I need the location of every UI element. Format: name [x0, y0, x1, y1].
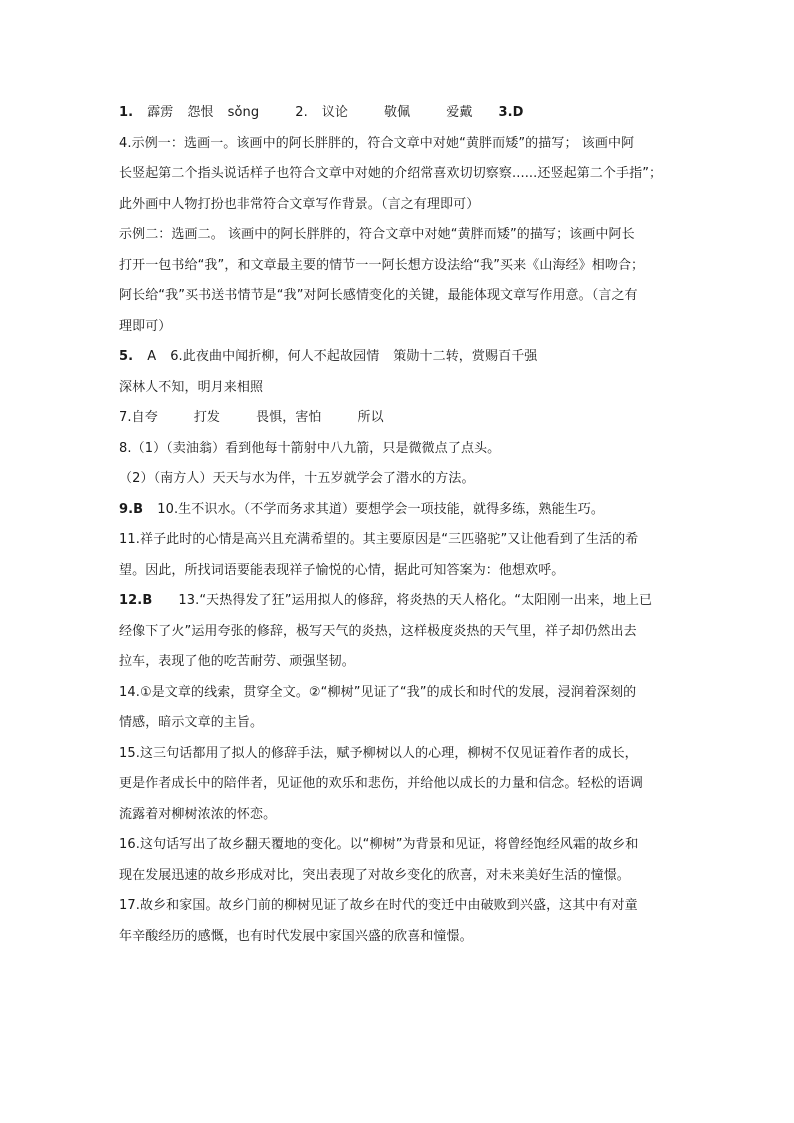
answer-line: 14.①是文章的线索，贯穿全文。②“柳树”见证了“我”的成长和时代的发展，浸润着深刻的 — [119, 684, 637, 700]
answer-text: A — [147, 349, 157, 364]
answer-line: 望。因此，所找词语要能表现祥子愉悦的心情，据此可知答案为：他想欢呼。 — [119, 562, 565, 578]
answer-line: 长竖起第二个指头说话样子也符合文章中对她的介绍常喜欢切切察察......还竖起第二个手指”； — [119, 166, 663, 181]
answer-text: 所以 — [357, 410, 384, 425]
answer-text: 怨恨 — [187, 105, 214, 120]
answer-text: 10.生不识水。（不学而务求其道）要想学会一项技能，就得多练，熟能生巧。 — [157, 501, 604, 517]
answer-text: 3.D — [498, 105, 524, 120]
answer-number: 9.B — [119, 501, 144, 517]
answer-text: 6.此夜曲中闻折柳，何人不起故园情 — [170, 349, 380, 364]
answer-line: 现在发展迅速的故乡形成对比，突出表现了对故乡变化的欣喜，对未来美好生活的憧憬。 — [119, 867, 630, 883]
answer-line: 流露着对柳树浓浓的怀恋。 — [119, 806, 277, 822]
answer-number: 12.B — [119, 593, 153, 608]
answer-line: 此外画中人物打扮也非常符合文章写作背景。（言之有理即可） — [119, 196, 480, 212]
answer-line: 4.示例一：选画一。该画中的阿长胖胖的，符合文章中对她“黄胖而矮”的描写； 该画中阿 — [119, 135, 635, 151]
answer-text: 7.自夸 — [119, 410, 158, 425]
answer-text: 13.“天热得发了狂”运用拟人的修辞，将炎热的天人格化。“太阳刚一出来，地上已 — [178, 593, 653, 608]
answer-text: 议论 — [321, 105, 349, 120]
answer-text: 打发 — [193, 410, 221, 425]
answer-line: 年辛酸经历的感慨，也有时代发展中家国兴盛的欣喜和憧憬。 — [119, 928, 473, 944]
answer-line-1-3 — [119, 101, 679, 126]
answer-line: 经像下了火”运用夸张的修辞，极写天气的炎热，这样极度炎热的天气里，祥子却仍然出去 — [119, 623, 637, 639]
answer-line: 情感，暗示文章的主旨。 — [119, 715, 264, 730]
answer-text: 霹雳 — [147, 105, 174, 120]
answer-text: 爱戴 — [446, 105, 473, 120]
answer-text: 策勋十二转，赏赐百千强 — [393, 349, 538, 364]
answer-line: 15.这三句话都用了拟人的修辞手法，赋予柳树以人的心理，柳树不仅见证着作者的成长， — [119, 745, 638, 761]
answer-content — [119, 101, 679, 949]
answer-line-7 — [119, 406, 679, 431]
answer-number: 1. — [119, 105, 134, 120]
answer-line: 17.故乡和家国。故乡门前的柳树见证了故乡在时代的变迁中由破败到兴盛，这其中有对童 — [119, 898, 638, 913]
answer-line-12-13 — [119, 589, 679, 614]
answer-line: 更是作者成长中的陪伴者，见证他的欢乐和悲伤，并给他以成长的力量和信念。轻松的语调 — [119, 776, 644, 791]
answer-line: 深林人不知，明月来相照 — [119, 379, 264, 395]
answer-text: 敬佩 — [384, 105, 411, 120]
answer-line: 拉车，表现了他的吃苦耐劳、顽强坚韧。 — [119, 654, 355, 669]
pinyin-text: sǒng — [227, 105, 260, 120]
answer-line-5-6 — [119, 345, 679, 370]
answer-line: 打开一包书给“我”，和文章最主要的情节一一阿长想方设法给“我”买来《山海经》相吻合； — [119, 257, 645, 273]
answer-line: 阿长给“我”买书送书情节是“我”对阿长感情变化的关键，最能体现文章写作用意。（言之有 — [119, 288, 638, 303]
answer-number: 2. — [295, 105, 308, 120]
answer-number: 5. — [119, 349, 134, 364]
answer-text: 畏惧，害怕 — [256, 410, 322, 425]
answer-line: 理即可） — [119, 318, 172, 334]
answer-line-9-10 — [119, 498, 679, 523]
answer-line: 示例二：选画二。 该画中的阿长胖胖的，符合文章中对她“黄胖而矮”的描写；该画中阿长 — [119, 227, 635, 242]
answer-line: 11.祥子此时的心情是高兴且充满希望的。其主要原因是“三匹骆驼”又让他看到了生活的希 — [119, 532, 639, 547]
answer-line: 16.这句话写出了故乡翻天覆地的变化。以“柳树”为背景和见证，将曾经饱经风霜的故乡和 — [119, 837, 639, 852]
answer-line: （2）（南方人）天天与水为伴，十五岁就学会了潜水的方法。 — [119, 471, 475, 486]
answer-line: 8.（1）（卖油翁）看到他每十箭射中八九箭，只是微微点了点头。 — [119, 440, 501, 456]
